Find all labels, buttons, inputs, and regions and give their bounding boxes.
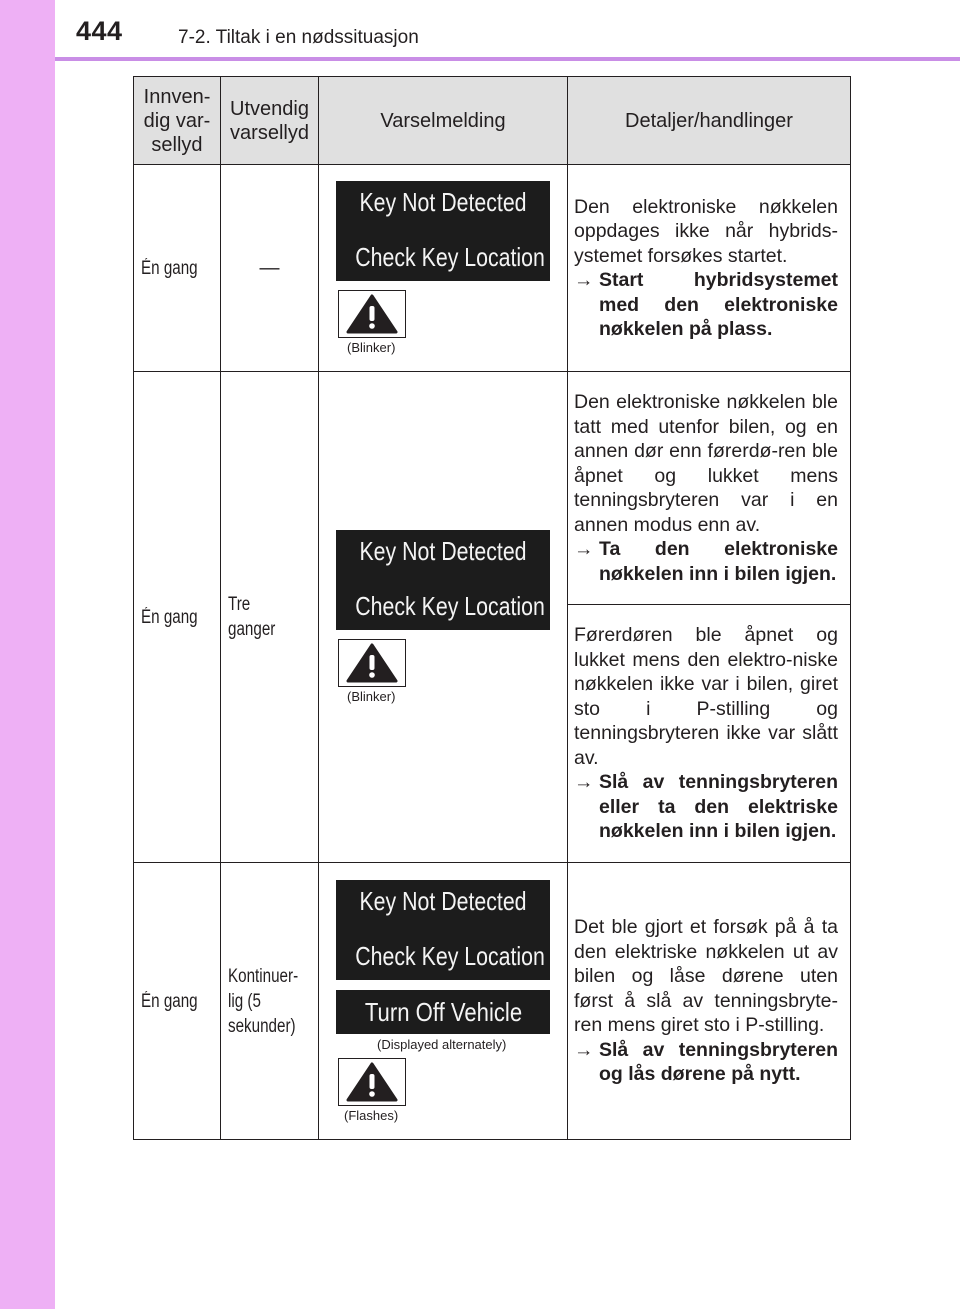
arrow-icon: → <box>574 538 594 560</box>
column-header-external-buzzer: Utvendig varsellyd <box>221 77 319 165</box>
master-warning-icon <box>338 1058 406 1106</box>
indicator-caption: (Flashes) <box>344 1107 399 1123</box>
warning-message-cell <box>319 372 568 863</box>
column-header-internal-buzzer: Innven- dig var- sellyd <box>134 77 221 165</box>
arrow-icon: → <box>574 771 594 794</box>
alternate-caption: (Displayed alternately) <box>377 1036 507 1052</box>
warning-table <box>133 76 851 1140</box>
table-row <box>134 165 851 372</box>
master-warning-icon <box>338 290 406 338</box>
column-header-warning-message: Varselmelding <box>319 77 568 165</box>
action-item <box>574 268 838 342</box>
action-item <box>574 1038 838 1087</box>
action-text: Ta den elektroniske nøkkelen inn i bilen igjen. <box>599 538 838 585</box>
display-line-key-not-detected: Key Not Detected <box>359 885 527 916</box>
detail-text: Det ble gjort et forsøk på å ta den elektriske nøkkelen ut av bilen og låse dørene uten først å slå av tenningsbryte-ren mens giret sto i P-stilling. <box>574 916 838 1037</box>
external-buzzer-cell: — <box>221 165 319 372</box>
detail-text: Førerdøren ble åpnet og lukket mens den elektro-niske nøkkelen ikke var i bilen, giret sto i P-stilling og tenningsbryteren ikke var slått av. <box>574 624 838 769</box>
action-text: Slå av tenningsbryteren og lås dørene på nytt. <box>599 1038 838 1086</box>
column-header-details: Detaljer/handlinger <box>568 77 851 165</box>
details-cell <box>568 372 851 605</box>
display-line-key-not-detected: Key Not Detected <box>359 187 527 217</box>
action-text: Start hybridsystemet med den elektroniske nøkkelen på plass. <box>599 269 838 340</box>
arrow-icon: → <box>574 1038 594 1061</box>
external-buzzer-cell: Kontinuer- lig (5 sekunder) <box>221 863 319 1140</box>
page-margin-bar <box>0 0 55 1309</box>
details-cell <box>568 165 851 372</box>
multi-info-display <box>336 530 550 630</box>
warning-message-cell <box>319 863 568 1140</box>
internal-buzzer-cell: Én gang <box>134 165 221 372</box>
action-item <box>574 770 838 844</box>
external-buzzer-cell: Tre ganger <box>221 372 319 863</box>
action-text: Slå av tenningsbryteren eller ta den elektriske nøkkelen inn i bilen igjen. <box>599 771 838 843</box>
details-cell <box>568 863 851 1140</box>
action-item <box>574 537 838 586</box>
table-header-row <box>134 77 851 165</box>
display-line-turn-off-vehicle: Turn Off Vehicle <box>364 996 522 1027</box>
internal-buzzer-cell: Én gang <box>134 863 221 1140</box>
multi-info-display-alternate <box>336 990 550 1034</box>
display-line-check-key-location: Check Key Location <box>355 242 545 272</box>
detail-text: Den elektroniske nøkkelen oppdages ikke når hybrids-ystemet forsøkes startet. <box>574 195 838 267</box>
page-number: 444 <box>76 16 123 46</box>
arrow-icon: → <box>574 269 594 291</box>
table-row <box>134 372 851 605</box>
multi-info-display <box>336 181 550 281</box>
internal-buzzer-cell: Én gang <box>134 372 221 863</box>
warning-message-cell <box>319 165 568 372</box>
header-rule <box>55 57 960 61</box>
section-title: 7-2. Tiltak i en nødssituasjon <box>178 27 419 48</box>
indicator-caption: (Blinker) <box>347 340 396 355</box>
display-line-check-key-location: Check Key Location <box>355 940 545 971</box>
detail-text: Den elektroniske nøkkelen ble tatt med utenfor bilen, og en annen dør enn førerdø-ren ble åpnet og lukket mens tenningsbryteren var i en annen modus enn av. <box>574 391 838 536</box>
display-line-check-key-location: Check Key Location <box>355 591 545 621</box>
details-cell <box>568 605 851 863</box>
master-warning-icon <box>338 639 406 687</box>
table-row <box>134 863 851 1140</box>
display-line-key-not-detected: Key Not Detected <box>359 536 527 566</box>
indicator-caption: (Blinker) <box>347 689 396 704</box>
multi-info-display <box>336 880 550 980</box>
